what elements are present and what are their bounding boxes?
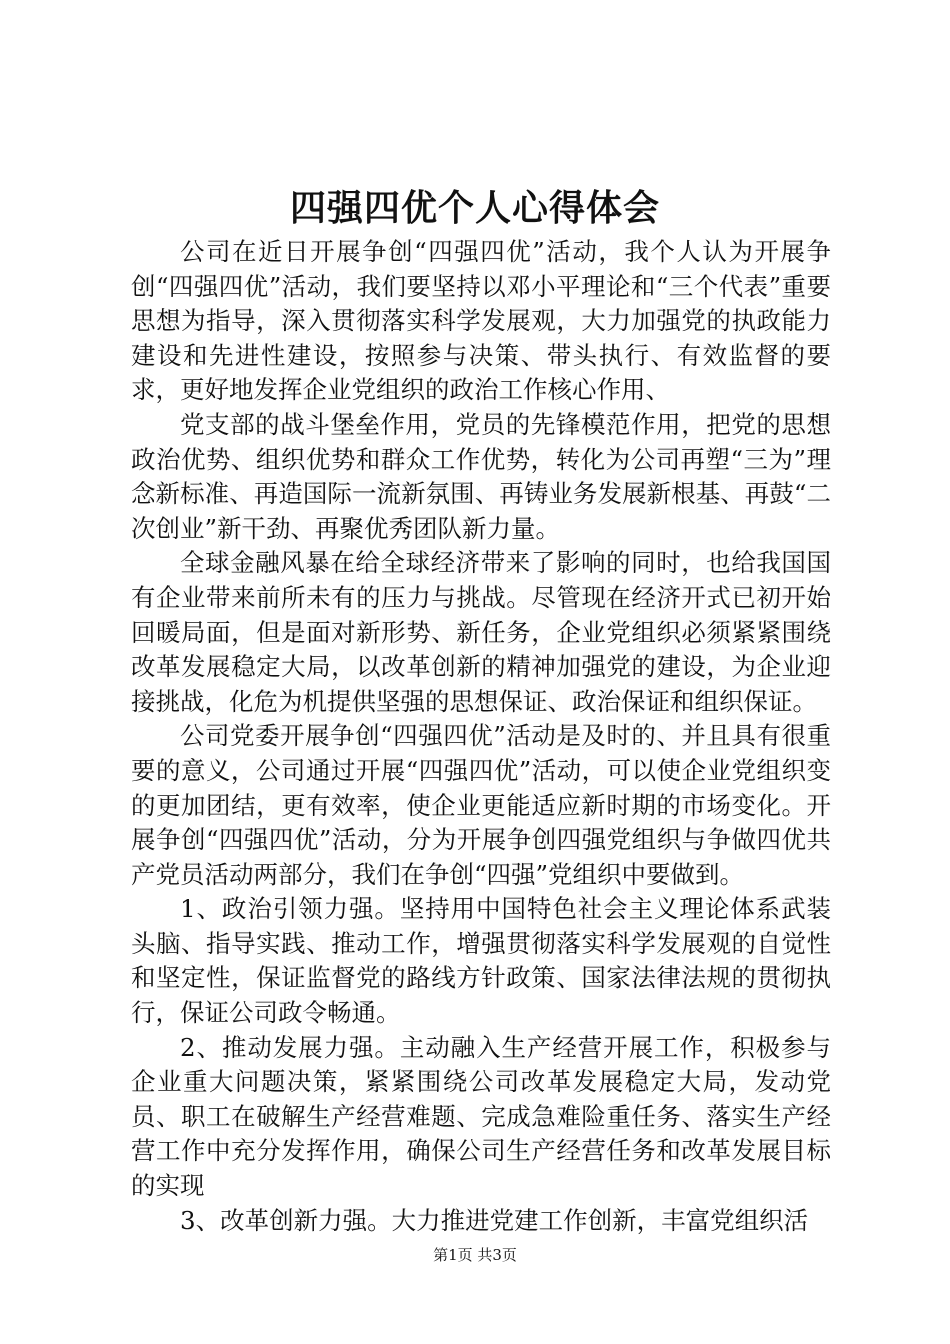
paragraph: 全球金融风暴在给全球经济带来了影响的同时，也给我国国有企业带来前所未有的压力与挑战。尽管现在经济开式已初开始回暖局面，但是面对新形势、新任务，企业党组织必须紧紧围绕改革发展稳定大局，以改革创新的精神加强党的建设，为企业迎接挑战，化危为机提供坚强的思想保证、政治保证和组织保证。 — [131, 548, 831, 716]
paragraph: 3、改革创新力强。大力推进党建工作创新，丰富党组织活 — [180, 1205, 809, 1235]
paragraph: 公司在近日开展争创“四强四优”活动，我个人认为开展争创“四强四优”活动，我们要坚持以邓小平理论和“三个代表”重要思想为指导，深入贯彻落实科学发展观，大力加强党的执政能力建设和先进性建设，按照参与决策、带头执行、有效监督的要求，更好地发挥企业党组织的政治工作核心作用、 — [131, 237, 831, 405]
document-body — [131, 235, 831, 1238]
paragraph: 1、政治引领力强。坚持用中国特色社会主义理论体系武装头脑、指导实践、推动工作，增强贯彻落实科学发展观的自觉性和坚定性，保证监督党的路线方针政策、国家法律法规的贯彻执行，保证公司政令畅通。 — [131, 894, 831, 1028]
page-footer: 第1页 共3页 — [433, 1246, 517, 1264]
paragraph: 党支部的战斗堡垒作用，党员的先锋模范作用，把党的思想政治优势、组织优势和群众工作优势，转化为公司再塑“三为”理念新标准、再造国际一流新氛围、再铸业务发展新根基、再鼓“二次创业”新干劲、再聚优秀团队新力量。 — [131, 409, 831, 543]
page-title: 四强四优个人心得体会 — [289, 187, 660, 229]
paragraph: 公司党委开展争创“四强四优”活动是及时的、并且具有很重要的意义，公司通过开展“四强四优”活动，可以使企业党组织变的更加团结，更有效率，使企业更能适应新时期的市场变化。开展争创“四强四优”活动，分为开展争创四强党组织与争做四优共产党员活动两部分，我们在争创“四强”党组织中要做到。 — [131, 721, 831, 889]
paragraph: 2、推动发展力强。主动融入生产经营开展工作，积极参与企业重大问题决策，紧紧围绕公司改革发展稳定大局，发动党员、职工在破解生产经营难题、完成急难险重任务、落实生产经营工作中充分发挥作用，确保公司生产经营任务和改革发展目标的实现 — [131, 1032, 831, 1201]
